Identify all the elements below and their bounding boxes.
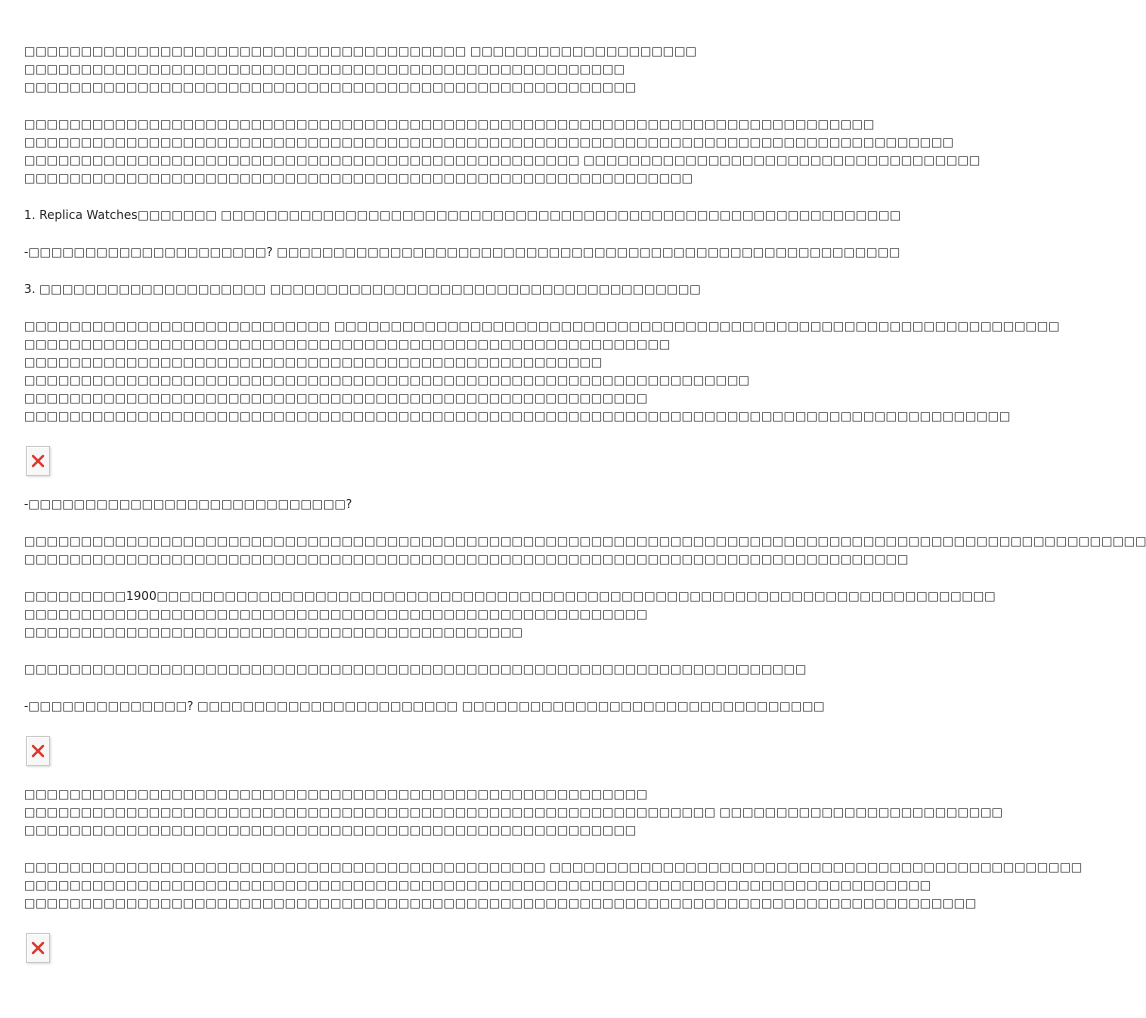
paragraph-gap xyxy=(24,839,720,858)
paragraph-gap xyxy=(24,568,720,587)
text-line: □□□□□□□□□□□□□□□□□□□□□□□□□□□□□□□□□□□□□□□□□□□□□□□□□□□□□□□□□□□□□ □□□□□□□□□□□□□□□□□□□□□□□□□ xyxy=(24,805,1003,819)
paragraph-gap xyxy=(24,187,720,206)
paragraph xyxy=(24,785,1003,839)
paragraph-gap xyxy=(24,261,720,280)
text-line: □□□□□□□□□□□□□□□□□□□□□□□□□□□ □□□□□□□□□□□□□□□□□□□□□□□□□□□□□□□□□□□□□□□□□□□□□□□□□□□□□□□□□□□□□□□□ xyxy=(24,319,1060,333)
text-line: □□□□□□□□□□□□□□□□□□□□□□□□□□□□□□□□□□□□□□□□□□□□□□□□□ □□□□□□□□□□□□□□□□□□□□□□□□□□□□□□□□□□□ xyxy=(24,153,981,167)
text-line: □□□□□□□□□□□□□□□□□□□□□□□□□□□□□□□□□□□□□□□□□□□□□□□□□□□□□□ xyxy=(24,80,637,94)
text-line: □□□□□□□□□□□□□□□□□□□□□□□□□□□□□□□□□□□□□□□□□□□□ xyxy=(24,625,523,639)
text-line: □□□□□□□□□□□□□□□□□□□□□□□□□□□□□□□□□□□□□□□□□□□□□□□□□□□□□□□□□□□ xyxy=(24,171,693,185)
paragraph-gap xyxy=(24,715,720,734)
paragraph xyxy=(24,660,807,678)
paragraph-gap xyxy=(24,224,720,243)
text-line: □□□□□□□□□□□□□□□□□□□□□□□□□□□□□□□□□□□□□□□ □□□□□□□□□□□□□□□□□□□□ xyxy=(24,44,697,58)
paragraph-gap xyxy=(24,766,720,785)
paragraph-gap xyxy=(24,425,720,444)
paragraph xyxy=(24,317,1060,425)
text-line: □□□□□□□□□□□□□□□□□□□□□□□□□□□□□□□□□□□□□□□□□□□□□□□□□□□□□□□□□□□□□□□□□□□□□□□□□□□□□□□□□□□□ xyxy=(24,896,977,910)
text-line: □□□□□□□□□□□□□□□□□□□□□□□□□□□□□□□□□□□□□□□□□□□□□□□□□□□□□□□□□□□□□□□□□□□□□□□□□□□□□□□□□□ xyxy=(24,135,954,149)
paragraph xyxy=(24,243,901,261)
text-line: □□□□□□□□□1900□□□□□□□□□□□□□□□□□□□□□□□□□□□□□□□□□□□□□□□□□□□□□□□□□□□□□□□□□□□□□□□□□□□□□□□□□□ xyxy=(24,589,996,603)
text-line: □□□□□□□□□□□□□□□□□□□□□□□□□□□□□□□□□□□□□□□□□□□□□□□□□□□□□□□□□□□□□□□□ xyxy=(24,373,750,387)
paragraph xyxy=(24,587,996,641)
text-line: -□□□□□□□□□□□□□□? □□□□□□□□□□□□□□□□□□□□□□□ □□□□□□□□□□□□□□□□□□□□□□□□□□□□□□□□ xyxy=(24,699,825,713)
paragraph-gap xyxy=(24,96,720,115)
paragraph xyxy=(24,280,720,298)
text-line: □□□□□□□□□□□□□□□□□□□□□□□□□□□□□□□□□□□□□□□□□□□□□□□□□□□□□□□□□□□□□□□□□□□□□□□□□□□ xyxy=(24,117,875,131)
text-line: □□□□□□□□□□□□□□□□□□□□□□□□□□□□□□□□□□□□□□□□□□□□□□□□□□□□□□□□□□□□□□□□□□□□□□□□□□□□□□□□ xyxy=(24,878,932,892)
text-line: □□□□□□□□□□□□□□□□□□□□□□□□□□□□□□□□□□□□□□□□□□□□□□□□□□□□□□□□□□□□□□□□□□□□□ xyxy=(24,662,807,676)
text-line: □□□□□□□□□□□□□□□□□□□□□□□□□□□□□□□□□□□□□□□□□□□□□□□□□□□□□□□ xyxy=(24,607,648,621)
broken-image-icon xyxy=(31,454,45,468)
paragraph-gap xyxy=(24,513,720,532)
broken-image xyxy=(26,736,50,766)
paragraph xyxy=(24,42,720,96)
text-line: □□□□□□□□□□□□□□□□□□□□□□□□□□□□□□□□□□□□□□□□□□□□□□□□□□□□□□□□□□□□□□□□□□□□□□□□□□□□□□□□□□□□□□□□□□□□□□□□□□□ xyxy=(24,534,1146,548)
text-line: □□□□□□□□□□□□□□□□□□□□□□□□□□□□□□□□□□□□□□□□□□□□□□□□□□□□□□□□□ xyxy=(24,337,671,351)
paragraph-gap xyxy=(24,641,720,660)
paragraph xyxy=(24,206,901,224)
text-line: 1. Replica Watches□□□□□□□ □□□□□□□□□□□□□□□□□□□□□□□□□□□□□□□□□□□□□□□□□□□□□□□□□□□□□□□□□□□□ xyxy=(24,208,901,222)
text-line: □□□□□□□□□□□□□□□□□□□□□□□□□□□□□□□□□□□□□□□□□□□□□□□□□□□□□□□ xyxy=(24,391,648,405)
text-line: □□□□□□□□□□□□□□□□□□□□□□□□□□□□□□□□□□□□□□□□□□□□□□□□□□□□□ xyxy=(24,62,625,76)
text-line: □□□□□□□□□□□□□□□□□□□□□□□□□□□□□□□□□□□□□□□□□□□□□□□□□□□□□□□□□□□□□□□□□□□□□□□□□□□□□□□□□□□□□□□ xyxy=(24,409,1011,423)
paragraph-gap xyxy=(24,678,720,697)
paragraph-gap xyxy=(24,912,720,931)
text-line: -□□□□□□□□□□□□□□□□□□□□□□□□□□□□? xyxy=(24,497,353,511)
text-line: □□□□□□□□□□□□□□□□□□□□□□□□□□□□□□□□□□□□□□□□□□□□□□□□□□□□□□□ xyxy=(24,787,648,801)
paragraph xyxy=(24,532,1146,568)
paragraph-gap xyxy=(24,476,720,495)
text-line: □□□□□□□□□□□□□□□□□□□□□□□□□□□□□□□□□□□□□□□□□□□□□□ □□□□□□□□□□□□□□□□□□□□□□□□□□□□□□□□□□□□□□□□□□□□□□□ xyxy=(24,860,1083,874)
paragraph xyxy=(24,697,825,715)
paragraph xyxy=(24,495,720,513)
broken-image xyxy=(26,933,50,963)
text-line: □□□□□□□□□□□□□□□□□□□□□□□□□□□□□□□□□□□□□□□□□□□□□□□□□□□ xyxy=(24,355,603,369)
paragraph xyxy=(24,858,1083,912)
broken-image-icon xyxy=(31,744,45,758)
text-line: □□□□□□□□□□□□□□□□□□□□□□□□□□□□□□□□□□□□□□□□□□□□□□□□□□□□□□ xyxy=(24,823,637,837)
paragraph xyxy=(24,115,981,187)
text-line: -□□□□□□□□□□□□□□□□□□□□□? □□□□□□□□□□□□□□□□□□□□□□□□□□□□□□□□□□□□□□□□□□□□□□□□□□□□□□□ xyxy=(24,245,901,259)
paragraph-gap xyxy=(24,298,720,317)
broken-image-icon xyxy=(31,941,45,955)
broken-image xyxy=(26,446,50,476)
text-line: 3. □□□□□□□□□□□□□□□□□□□□ □□□□□□□□□□□□□□□□□□□□□□□□□□□□□□□□□□□□□□ xyxy=(24,282,701,296)
text-line: □□□□□□□□□□□□□□□□□□□□□□□□□□□□□□□□□□□□□□□□□□□□□□□□□□□□□□□□□□□□□□□□□□□□□□□□□□□□□□ xyxy=(24,552,909,566)
